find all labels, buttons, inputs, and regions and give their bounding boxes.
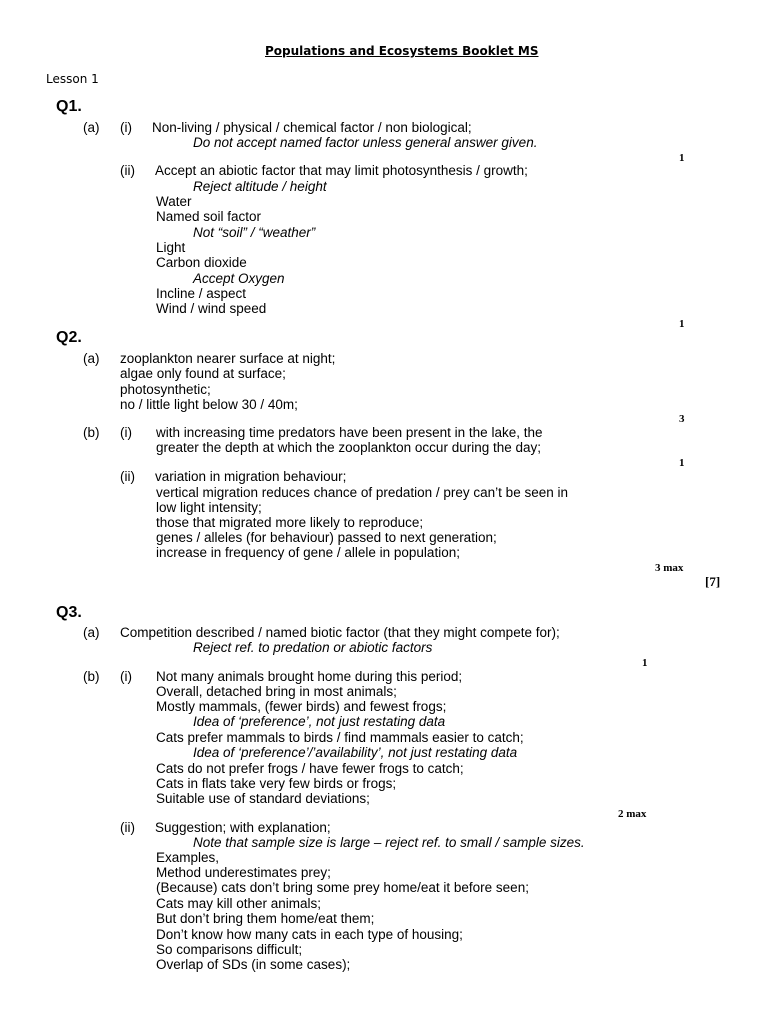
q3-bi-line-5: Cats do not prefer frogs / have fewer frogs to catch; (156, 761, 464, 776)
q1-ii-answer: Accept an abiotic factor that may limit photosynthesis / growth; (155, 163, 528, 178)
q1-i-note: Do not accept named factor unless general answer given. (193, 135, 538, 150)
q1-ii-co2: Carbon dioxide (156, 255, 247, 270)
q2-bi-line-1: with increasing time predators have been present in the lake, the (156, 425, 543, 440)
q2-part-a: (a) (83, 351, 100, 366)
q1-ii-incline: Incline / aspect (156, 286, 247, 301)
q3-bii-line-8: So comparisons difficult; (156, 942, 303, 957)
question-2-label: Q2. (56, 329, 82, 346)
q2-sub-i: (i) (120, 425, 132, 440)
q3-bi-line-3: Mostly mammals, (fewer birds) and fewest frogs; (156, 699, 447, 714)
q2-sub-ii: (ii) (120, 469, 135, 484)
q1-ii-water: Water (156, 194, 192, 209)
q3-bii-line-6: But don’t bring them home/eat them; (156, 911, 375, 926)
q1-ii-note-2: Not “soil” / “weather” (193, 225, 316, 240)
q2-a-mark: 3 (679, 413, 685, 425)
q1-sub-i: (i) (120, 120, 132, 135)
q2-bii-mark: 3 max (655, 562, 684, 574)
page-title: Populations and Ecosystems Booklet MS (265, 44, 539, 58)
q2-a-line-1: zooplankton nearer surface at night; (120, 351, 336, 366)
q1-i-answer: Non-living / physical / chemical factor / non biological; (152, 120, 472, 135)
q3-a-mark: 1 (642, 657, 648, 669)
q3-bi-line-2: Overall, detached bring in most animals; (156, 684, 397, 699)
q3-part-a: (a) (83, 625, 100, 640)
q2-bi-mark: 1 (679, 457, 685, 469)
q3-part-b: (b) (83, 669, 100, 684)
q3-bi-note-2: Idea of ‘preference’/’availability’, not just restating data (193, 745, 518, 760)
q3-bii-line-5: Cats may kill other animals; (156, 896, 322, 911)
q3-bii-line-9: Overlap of SDs (in some cases); (156, 957, 351, 972)
q1-ii-soil: Named soil factor (156, 209, 262, 224)
q2-bi-line-2: greater the depth at which the zooplankton occur during the day; (156, 440, 542, 455)
q3-bii-line-7: Don’t know how many cats in each type of housing; (156, 927, 463, 942)
q1-ii-light: Light (156, 240, 186, 255)
q3-bi-note-1: Idea of ‘preference’, not just restating data (193, 714, 446, 729)
q2-bii-line-6: increase in frequency of gene / allele in population; (156, 545, 460, 560)
question-3-label: Q3. (56, 604, 82, 621)
q2-a-line-4: no / little light below 30 / 40m; (120, 397, 298, 412)
question-1-label: Q1. (56, 98, 82, 115)
q3-bi-line-7: Suitable use of standard deviations; (156, 791, 370, 806)
q2-total: [7] (705, 574, 721, 589)
q3-bii-note: Note that sample size is large – reject ref. to small / sample sizes. (193, 835, 585, 850)
q2-a-line-3: photosynthetic; (120, 382, 211, 397)
q3-bii-line-4: (Because) cats don’t bring some prey home/eat it before seen; (156, 880, 529, 895)
q2-bii-line-3: low light intensity; (156, 500, 262, 515)
q1-ii-note-1: Reject altitude / height (193, 179, 327, 194)
q1-ii-wind: Wind / wind speed (156, 301, 267, 316)
q2-bii-line-5: genes / alleles (for behaviour) passed to next generation; (156, 530, 497, 545)
q2-part-b: (b) (83, 425, 100, 440)
q3-bii-line-3: Method underestimates prey; (156, 865, 331, 880)
q1-part-a: (a) (83, 120, 100, 135)
q3-sub-i: (i) (120, 669, 132, 684)
q3-a-note: Reject ref. to predation or abiotic factors (193, 640, 433, 655)
q1-ii-note-3: Accept Oxygen (193, 271, 285, 286)
q2-bii-line-2: vertical migration reduces chance of predation / prey can’t be seen in (156, 485, 568, 500)
q3-a-line-1: Competition described / named biotic factor (that they might compete for); (120, 625, 560, 640)
q3-bi-line-6: Cats in flats take very few birds or frogs; (156, 776, 397, 791)
q3-bi-mark: 2 max (618, 808, 647, 820)
q1-i-mark: 1 (679, 152, 685, 164)
lesson-label: Lesson 1 (46, 72, 99, 86)
q2-bii-line-4: those that migrated more likely to reproduce; (156, 515, 424, 530)
q2-bii-line-1: variation in migration behaviour; (155, 469, 347, 484)
q3-bii-line-2: Examples, (156, 850, 220, 865)
q3-bi-line-1: Not many animals brought home during this period; (156, 669, 463, 684)
q1-sub-ii: (ii) (120, 163, 135, 178)
q2-a-line-2: algae only found at surface; (120, 366, 286, 381)
q3-bi-line-4: Cats prefer mammals to birds / find mammals easier to catch; (156, 730, 524, 745)
q1-ii-mark: 1 (679, 318, 685, 330)
q3-bii-line-1: Suggestion; with explanation; (155, 820, 331, 835)
q3-sub-ii: (ii) (120, 820, 135, 835)
